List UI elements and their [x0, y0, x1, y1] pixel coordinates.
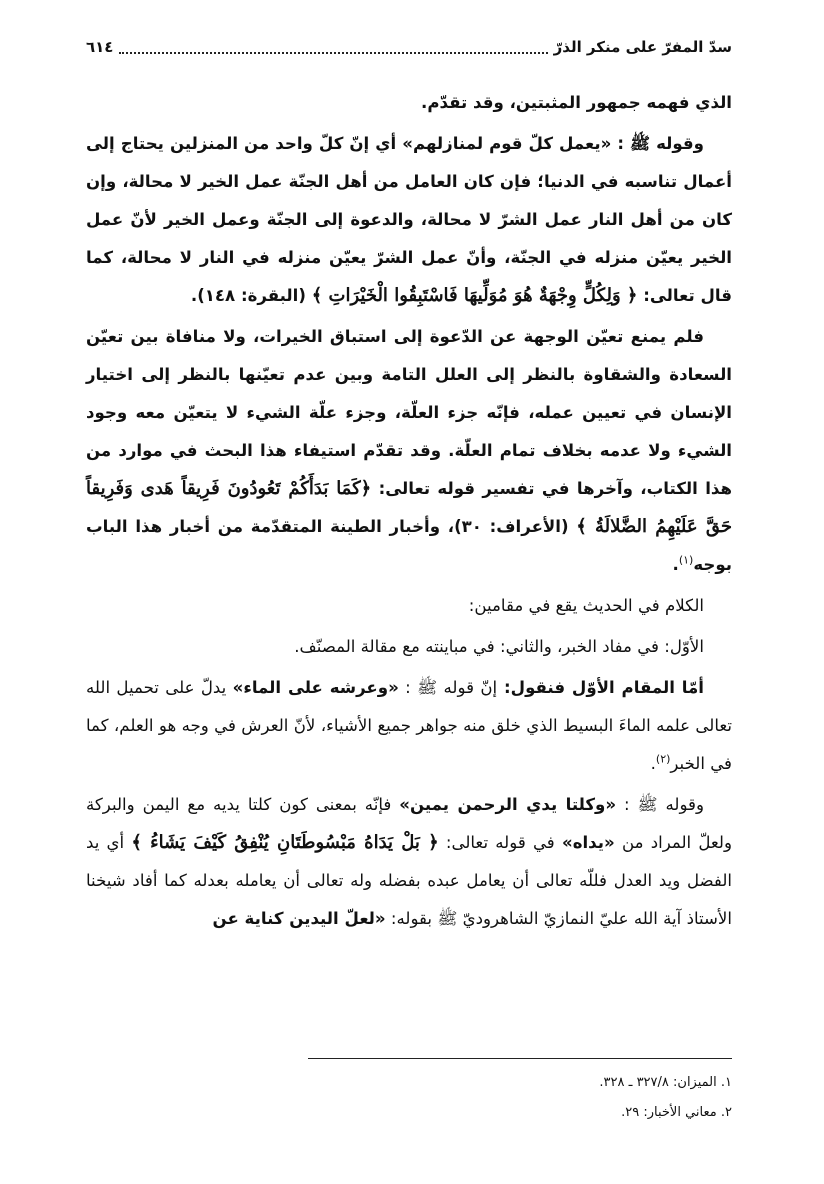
p2-verse-reference: (البقرة: ١٤٨). [190, 286, 312, 305]
paragraph-7 [86, 786, 732, 938]
header-dot-leader [119, 40, 547, 54]
footnotes [86, 1068, 732, 1128]
paragraph-5 [86, 628, 732, 666]
paragraph-1 [86, 84, 732, 122]
p3-text-2: (الأعراف: ٣٠)، وأخبار الطينة المتقدّمة من أخبار هذا الباب بوجه [86, 517, 732, 574]
paragraph-1-text: الذي فهمه جمهور المثبتين، وقد تقدّم. [421, 93, 732, 112]
p6-text-2: يدلّ على تحميل الله تعالى علمه الماءَ البسيط الذي خلق منه جواهر جميع الأشياء، لأنّ العرش في وجه هو العلم، كما في الخبر [86, 678, 732, 773]
p2-quran-verse: ﴿ وَلِكُلٍّ وِجْهَةٌ هُوَ مُوَلِّيهَا فَاسْتَبِقُوا الْخَيْرَاتِ ﴾ [311, 285, 638, 306]
p6-end: . [650, 754, 656, 773]
footnote-2: ٢. معاني الأخبار: ٢٩. [621, 1105, 732, 1120]
p7-text-4: أي يد الفضل ويد العدل فللّه تعالى أن يعامل عبده بفضله وله تعالى أن يعامله بعدله كما أفاد شيخنا الأستاذ آية الله عليّ النمازيّ الشاهروديّ ﷺ بقوله: [86, 833, 732, 928]
p7-text-2: فإنّه بمعنى كون كلتا يديه مع اليمن والبركة ولعلّ المراد من [86, 795, 732, 852]
p7-text-3: في قوله تعالى: [438, 833, 562, 852]
paragraph-2 [86, 125, 732, 315]
p6-text: إنّ قوله ﷺ : [398, 678, 498, 697]
running-title: سدّ المفرّ على منكر الذرّ [553, 38, 732, 56]
page-number: ٦١٤ [86, 38, 114, 56]
p2-text: أي إنّ كلّ واحد من المنزلين يحتاج إلى أعمال تناسبه في الدنيا؛ فإن كان العامل من أهل الجنّة عمل الخير لا محالة، وإن كان من أهل النار عمل الشرّ لا محالة، والدعوة إلى الجنّة وعمل الخير لأنّ عمل الخير يعيّن منزله في الجنّة، وأنّ عمل الشرّ يعيّن منزله في النار لا محالة، كما قال تعالى: [86, 134, 732, 305]
p2-hadith-quote: «يعمل كلّ قوم لمنازلهم» [402, 134, 612, 153]
p7-hadith-quote: «وكلتا يدي الرحمن يمين» [399, 795, 617, 814]
p7-quoted-word: «يداه» [561, 833, 615, 852]
running-header [86, 34, 732, 60]
paragraph-4 [86, 587, 732, 625]
p5-text: الأوّل: في مفاد الخبر، والثاني: في مباينته مع مقالة المصنّف. [294, 637, 704, 656]
p4-text: الكلام في الحديث يقع في مقامين: [468, 596, 704, 615]
p2-intro: وقوله ﷺ : [611, 134, 704, 153]
p3-text: فلم يمنع تعيّن الوجهة عن الدّعوة إلى استباق الخيرات، ولا منافاة بين تعيّن السعادة والشقاوة بالنظر إلى العلل التامة وبين عدم تعيّنها بالنظر إلى اختيار الإنسان في تعيين عمله، فإنّه جزء العلّة، وجزء علّة الشيء لا يتعيّن معه وجود الشيء ولا عدمه بخلاف تمام العلّة. وقد تقدّم استيفاء هذا البحث في موارد من هذا الكتاب، وآخرها في تفسير قوله تعالى: [86, 327, 732, 498]
p7-quote-start: «لعلّ اليدين كناية عن [212, 909, 386, 928]
p7-text: وقوله ﷺ : [616, 795, 704, 814]
footnote-marker-2[interactable]: (٢) [655, 752, 671, 766]
main-text [86, 84, 732, 941]
p6-lead: أمّا المقام الأوّل فنقول: [497, 678, 704, 697]
p7-quran-verse: ﴿ بَلْ يَدَاهُ مَبْسُوطَتَانِ يُنْفِقُ كَيْفَ يَشَاءُ ﴾ [131, 832, 439, 853]
footnote-1: ١. الميزان: ٣٢٧/٨ ـ ٣٢٨. [599, 1075, 732, 1090]
p3-end: . [672, 555, 679, 574]
p6-hadith-quote: «وعرشه على الماء» [232, 678, 399, 697]
paragraph-6 [86, 669, 732, 783]
footnote-marker-1[interactable]: (١) [678, 553, 694, 567]
footnote-separator [308, 1058, 732, 1059]
paragraph-3 [86, 318, 732, 584]
p3-quran-verse: ﴿كَمَا بَدَأَكُمْ تَعُودُونَ فَرِيقاً هَدى وَفَرِيقاً حَقَّ عَلَيْهِمُ الضَّلالَةُ ﴾ [86, 478, 732, 537]
